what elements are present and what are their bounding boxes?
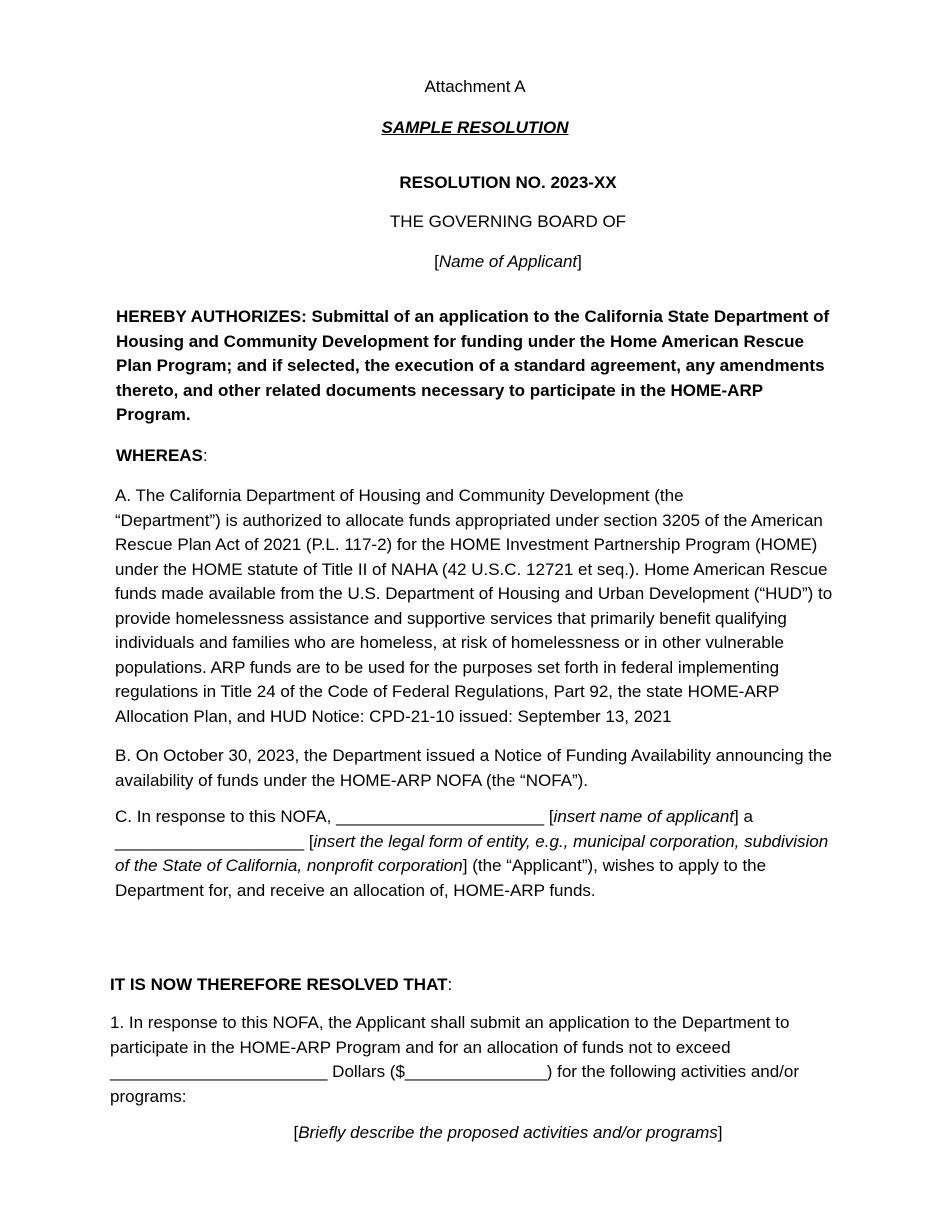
item-1-line: _______________________ Dollars ($_______________) for the following activities and/or [110,1062,800,1081]
authorizes-line: thereto, and other related documents necessary to participate in the HOME-ARP [116,380,764,400]
resolved-heading: IT IS NOW THEREFORE RESOLVED THAT: [110,975,453,994]
applicant-name-placeholder: [Name of Applicant] [434,252,582,271]
clause-a-line: populations. ARP funds are to be used for the purposes set forth in federal implementing [115,657,780,677]
clause-a-line: regulations in Title 24 of the Code of Federal Regulations, Part 92, the state HOME-ARP [115,682,780,701]
resolved-item-1 [110,1011,799,1109]
clause-a-line: provide homelessness assistance and supportive services that primarily benefit qualifying [115,608,787,628]
attachment-label: Attachment A [424,77,526,96]
clause-a-paragraph [115,484,832,729]
clause-a-line: funds made available from the U.S. Department of Housing and Urban Development (“HUD”) to [115,584,833,603]
clause-c-line: C. In response to this NOFA, ______________________ [insert name of applicant] a [115,807,753,826]
item-1-line: participate in the HOME-ARP Program and for an allocation of funds not to exceed [110,1037,731,1057]
clause-a-line: Allocation Plan, and HUD Notice: CPD-21-10 issued: September 13, 2021 [115,706,672,726]
clause-c-paragraph [115,805,828,903]
item-1-line: programs: [110,1086,187,1106]
resolution-number: RESOLUTION NO. 2023-XX [399,173,617,192]
governing-board-heading: THE GOVERNING BOARD OF [389,212,627,231]
whereas-heading: WHEREAS: [116,446,208,465]
clause-b-line: availability of funds under the HOME-ARP NOFA (the “NOFA”). [115,770,589,790]
hereby-authorizes-paragraph [116,305,829,428]
authorizes-line: HEREBY AUTHORIZES: Submittal of an application to the California State Department of [116,307,830,326]
clause-b-paragraph [115,744,832,793]
describe-activities-placeholder: [Briefly describe the proposed activities and/or programs] [293,1123,723,1142]
clause-a-line: “Department”) is authorized to allocate funds appropriated under section 3205 of the American [115,510,823,530]
item-1-line: 1. In response to this NOFA, the Applicant shall submit an application to the Department to [110,1013,790,1032]
clause-c-line: Department for, and receive an allocation of, HOME-ARP funds. [115,880,596,900]
clause-b-line: B. On October 30, 2023, the Department issued a Notice of Funding Availability announcing the [115,746,832,765]
authorizes-line: Plan Program; and if selected, the execution of a standard agreement, any amendments [116,356,825,375]
clause-a-line: under the HOME statute of Title II of NAHA (42 U.S.C. 12721 et seq.). Home American Rescue [115,559,828,579]
clause-a-line: Rescue Plan Act of 2021 (P.L. 117-2) for the HOME Investment Partnership Program (HOME) [115,535,818,554]
sample-resolution-title: SAMPLE RESOLUTION [381,118,569,137]
clause-a-line: A. The California Department of Housing and Community Development (the [115,486,684,505]
authorizes-line: Program. [116,405,191,424]
authorizes-line: Housing and Community Development for funding under the Home American Rescue [116,331,804,351]
clause-a-line: individuals and families who are homeless, at risk of homelessness or in other vulnerable [115,633,785,652]
clause-c-line: ____________________ [insert the legal form of entity, e.g., municipal corporation, subdivision [115,831,829,851]
clause-c-line: of the State of California, nonprofit corporation] (the “Applicant”), wishes to apply to the [115,856,767,875]
